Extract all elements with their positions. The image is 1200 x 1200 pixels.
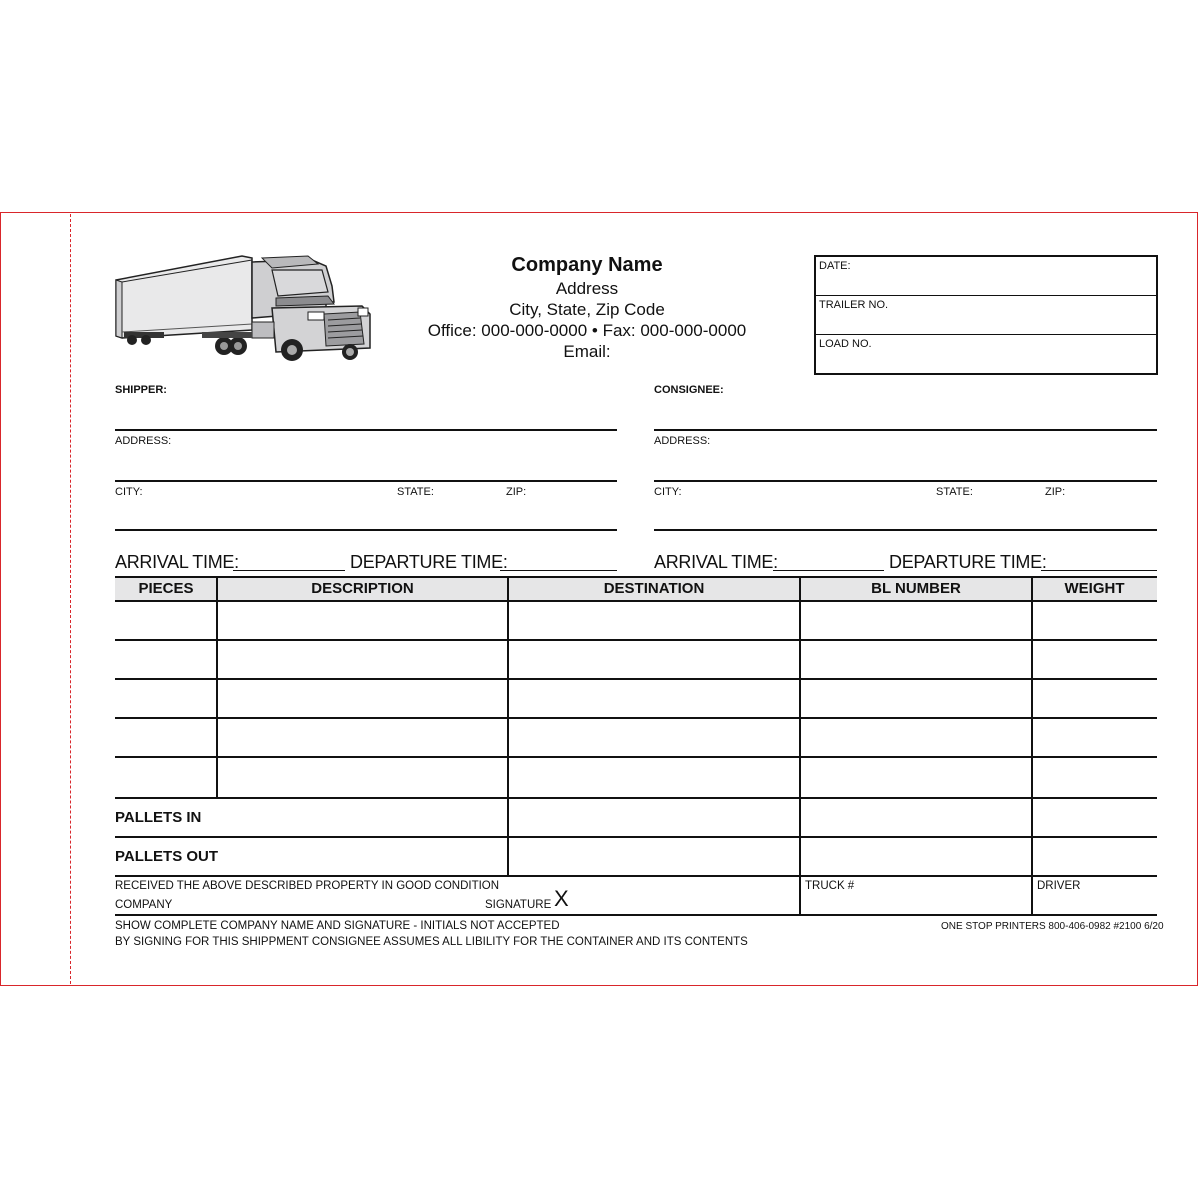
shipper-arrival-label: ARRIVAL TIME: (115, 552, 239, 572)
shipper-address-line[interactable] (115, 480, 617, 482)
signature-x-mark[interactable]: X (554, 886, 569, 911)
consignee-address-label: ADDRESS: (654, 435, 711, 447)
load-info-box (814, 255, 1158, 375)
date-label: DATE: (819, 260, 851, 272)
consignee-city-label: CITY: (654, 486, 682, 498)
received-statement: RECEIVED THE ABOVE DESCRIBED PROPERTY IN GOOD CONDITION (115, 880, 500, 892)
consignee-departure-line[interactable] (1041, 570, 1157, 571)
col-header-pieces: PIECES (115, 576, 217, 602)
col-header-weight: WEIGHT (1032, 576, 1157, 602)
signature-label: SIGNATURE (485, 899, 552, 911)
load-no-field[interactable] (816, 335, 1156, 374)
col-divider (507, 576, 509, 876)
company-header (405, 252, 769, 362)
shipper-arrival-line[interactable] (233, 570, 345, 571)
semi-truck-icon (112, 252, 376, 368)
consignee-arrival-label: ARRIVAL TIME: (654, 552, 778, 572)
table-row[interactable] (115, 717, 1157, 719)
col-header-bl-number: BL NUMBER (800, 576, 1032, 602)
pallets-out-label: PALLETS OUT (115, 848, 219, 865)
col-divider (1031, 576, 1033, 916)
pallets-in-label: PALLETS IN (115, 809, 202, 826)
company-city-line: City, State, Zip Code (509, 300, 665, 319)
shipper-state-label: STATE: (397, 486, 434, 498)
date-field[interactable] (816, 257, 1156, 296)
shipper-heading: SHIPPER: (115, 384, 167, 396)
shipper-name-line[interactable] (115, 429, 617, 431)
shipper-city-line[interactable] (115, 529, 617, 531)
consignee-state-label: STATE: (936, 486, 973, 498)
pallets-out-row[interactable] (115, 875, 1157, 877)
consignee-city-line[interactable] (654, 529, 1157, 531)
pallets-in-row[interactable] (115, 836, 1157, 838)
printer-info: ONE STOP PRINTERS 800-406-0982 #2100 6/20 (941, 921, 1164, 932)
load-no-label: LOAD NO. (819, 338, 872, 350)
consignee-address-line[interactable] (654, 480, 1157, 482)
table-row[interactable] (115, 797, 1157, 799)
col-divider (799, 576, 801, 916)
shipper-address-label: ADDRESS: (115, 435, 172, 447)
shipper-city-label: CITY: (115, 486, 143, 498)
liability-notice: BY SIGNING FOR THIS SHIPPMENT CONSIGNEE ASSUMES ALL LIBILITY FOR THE CONTAINER AND ITS CONTENTS (115, 936, 748, 948)
perforation-line (70, 214, 71, 984)
consignee-heading: CONSIGNEE: (654, 384, 724, 396)
shipper-zip-label: ZIP: (506, 486, 527, 498)
shipper-departure-label: DEPARTURE TIME: (350, 552, 508, 572)
company-name: Company Name (511, 254, 663, 276)
trailer-no-label: TRAILER NO. (819, 299, 889, 311)
driver-label: DRIVER (1037, 880, 1081, 892)
table-row[interactable] (115, 678, 1157, 680)
company-address: Address (555, 279, 619, 298)
consignee-departure-label: DEPARTURE TIME: (889, 552, 1047, 572)
shipper-departure-line[interactable] (500, 570, 617, 571)
consignee-arrival-line[interactable] (773, 570, 884, 571)
truck-number-label: TRUCK # (805, 880, 855, 892)
company-signature-label: COMPANY (115, 899, 173, 911)
company-email: Email: (563, 342, 611, 361)
initials-notice: SHOW COMPLETE COMPANY NAME AND SIGNATURE - INITIALS NOT ACCEPTED (115, 920, 560, 932)
col-header-destination: DESTINATION (508, 576, 800, 602)
consignee-name-line[interactable] (654, 429, 1157, 431)
table-row[interactable] (115, 639, 1157, 641)
col-divider (216, 576, 218, 798)
company-contact-line: Office: 000-000-0000 • Fax: 000-000-0000 (427, 321, 747, 340)
signature-row-bottom (115, 914, 1157, 916)
trailer-no-field[interactable] (816, 296, 1156, 335)
table-row[interactable] (115, 756, 1157, 758)
consignee-zip-label: ZIP: (1045, 486, 1066, 498)
col-header-description: DESCRIPTION (217, 576, 508, 602)
